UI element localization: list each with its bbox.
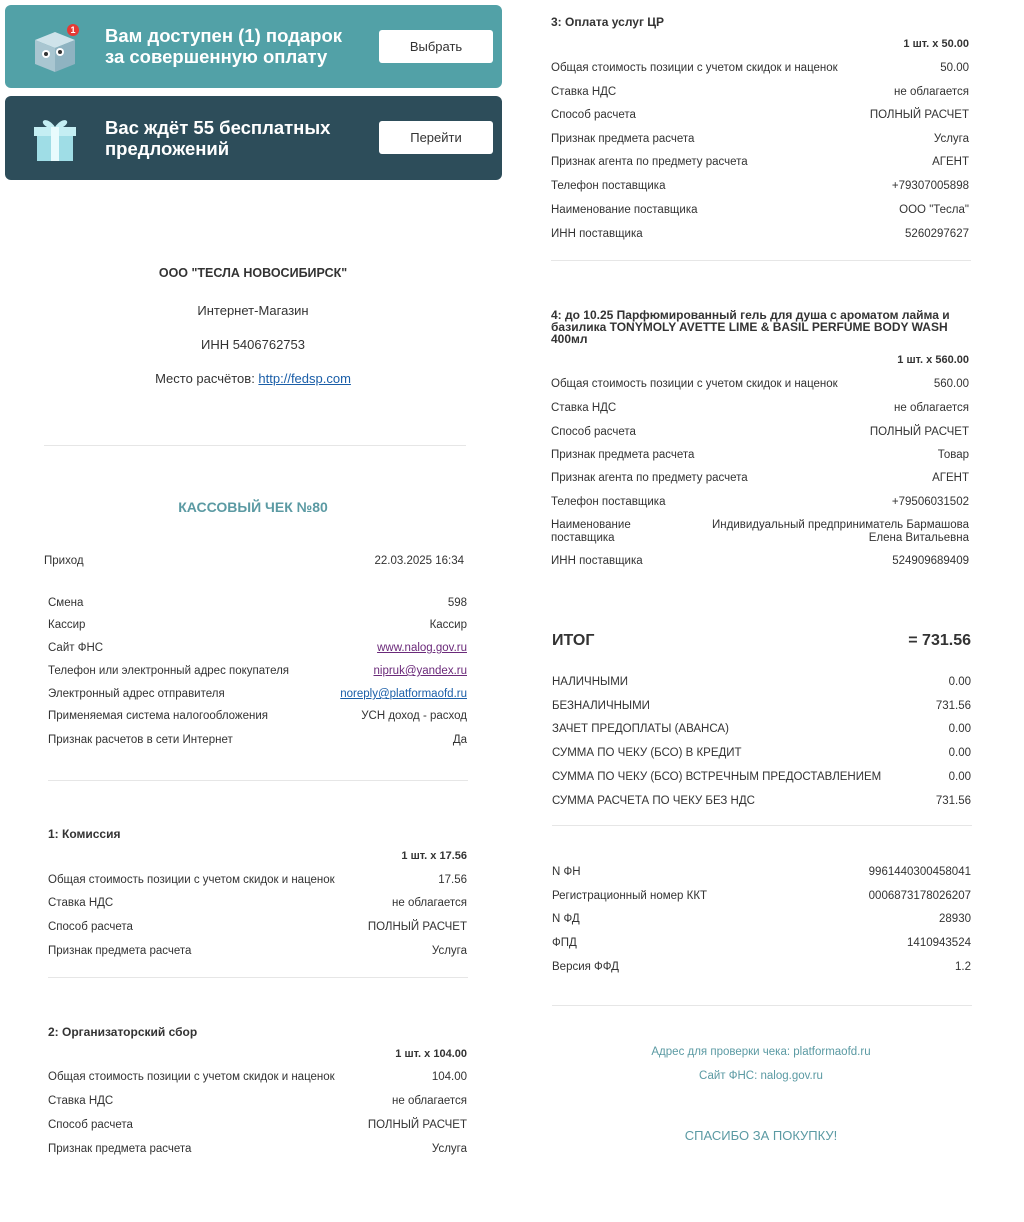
item-2-title: 2: Организаторский сбор: [48, 1025, 198, 1039]
info-row: Телефон или электронный адрес покупателя nipruk@yandex.ru: [48, 665, 467, 677]
item-3-row: Признак агента по предмету расчета АГЕНТ: [551, 156, 969, 168]
item-4-row: Признак агента по предмету расчета АГЕНТ: [551, 472, 969, 484]
check-address: Адрес для проверки чека: platformaofd.ru: [651, 1046, 871, 1058]
receipt-header-panel: [5, 218, 501, 575]
total-label: ИТОГ: [552, 632, 595, 649]
info-row: Электронный адрес отправителя noreply@platformaofd.ru: [48, 688, 467, 700]
divider: [44, 445, 466, 446]
item-1-row: Признак предмета расчета Услуга: [48, 945, 467, 957]
item-4-row: Ставка НДС не облагается: [551, 402, 969, 414]
divider: [48, 780, 468, 781]
item-3-row: Наименование поставщика ООО "Тесла": [551, 204, 969, 216]
company-inn: ИНН 5406762753: [200, 337, 306, 352]
item-3-qty: 1 шт. х 50.00: [903, 38, 969, 50]
item-1-row: Способ расчета ПОЛНЫЙ РАСЧЕТ: [48, 921, 467, 933]
operation-type: Приход: [44, 555, 84, 567]
item-3-row: Ставка НДС не облагается: [551, 86, 969, 98]
item-4-row: Признак предмета расчета Товар: [551, 449, 969, 461]
present-icon: [29, 113, 81, 165]
item-3-row: Способ расчета ПОЛНЫЙ РАСЧЕТ: [551, 109, 969, 121]
total-row: [552, 632, 971, 650]
fns-site-footer: Сайт ФНС: nalog.gov.ru: [699, 1070, 823, 1082]
info-row: Сайт ФНС www.nalog.gov.ru: [48, 642, 467, 654]
buyer-email-link[interactable]: nipruk@yandex.ru: [373, 665, 467, 677]
thanks-message: СПАСИБО ЗА ПОКУПКУ!: [684, 1128, 838, 1143]
divider: [551, 260, 971, 261]
item-4-title: 4: до 10.25 Парфюмированный гель для душа с ароматом лайма и базилика TONYMOLY AVETTE LIME & BASIL PERFUME BODY WASH 400мл: [551, 308, 950, 346]
fiscal-row: N ФН 9961440300458041: [552, 866, 971, 878]
total-value: = 731.56: [908, 632, 971, 649]
divider: [552, 1005, 972, 1006]
divider: [48, 977, 468, 978]
item-4-row: Способ расчета ПОЛНЫЙ РАСЧЕТ: [551, 426, 969, 438]
gift-banner-text: Вам доступен (1) подарок за совершенную оплату: [105, 25, 343, 67]
fiscal-row: Версия ФФД 1.2: [552, 961, 971, 973]
item-3-row: ИНН поставщика 5260297627: [551, 228, 969, 240]
item-4-row: ИНН поставщика 524909689409: [551, 555, 969, 567]
sender-email-link[interactable]: noreply@platformaofd.ru: [340, 688, 467, 700]
payment-place-link[interactable]: http://fedsp.com: [258, 371, 351, 386]
gift-badge: 1: [70, 25, 76, 35]
receipt-datetime: 22.03.2025 16:34: [374, 555, 464, 567]
item-4-qty: 1 шт. х 560.00: [897, 354, 969, 366]
fns-site-link[interactable]: www.nalog.gov.ru: [377, 642, 467, 654]
payment-row: СУММА ПО ЧЕКУ (БСО) ВСТРЕЧНЫМ ПРЕДОСТАВЛЕНИЕМ 0.00: [552, 771, 971, 783]
choose-gift-button[interactable]: Выбрать: [379, 30, 493, 63]
offers-banner-text: Вас ждёт 55 бесплатных предложений: [105, 117, 331, 159]
payment-row: СУММА ПО ЧЕКУ (БСО) В КРЕДИТ 0.00: [552, 747, 971, 759]
item-2-row: Ставка НДС не облагается: [48, 1095, 467, 1107]
gift-banner[interactable]: [5, 5, 502, 88]
payment-row: ЗАЧЕТ ПРЕДОПЛАТЫ (АВАНСА) 0.00: [552, 723, 971, 735]
item-4-row: Телефон поставщика +79506031502: [551, 496, 969, 508]
divider: [552, 825, 972, 826]
payment-row: СУММА РАСЧЕТА ПО ЧЕКУ БЕЗ НДС 731.56: [552, 795, 971, 807]
operation-row: [44, 555, 464, 568]
info-row: Смена 598: [48, 597, 467, 609]
item-3-title: 3: Оплата услуг ЦР: [551, 15, 665, 29]
receipt-title: КАССОВЫЙ ЧЕК №80: [178, 499, 328, 515]
info-row: Признак расчетов в сети Интернет Да: [48, 734, 467, 746]
item-2-row: Признак предмета расчета Услуга: [48, 1143, 467, 1155]
go-offers-button[interactable]: Перейти: [379, 121, 493, 154]
item-3-row: Признак предмета расчета Услуга: [551, 133, 969, 145]
item-1-row: Общая стоимость позиции с учетом скидок и наценок 17.56: [48, 874, 467, 886]
item-3-row: Общая стоимость позиции с учетом скидок и наценок 50.00: [551, 62, 969, 74]
item-4-row: Наименование поставщика Индивидуальный предприниматель Бармашова Елена Витальевна: [551, 519, 969, 544]
fiscal-row: N ФД 28930: [552, 913, 971, 925]
item-2-row: Способ расчета ПОЛНЫЙ РАСЧЕТ: [48, 1119, 467, 1131]
item-1-qty: 1 шт. х 17.56: [401, 850, 467, 862]
item-2-row: Общая стоимость позиции с учетом скидок и наценок 104.00: [48, 1071, 467, 1083]
shop-type: Интернет-Магазин: [197, 303, 309, 318]
items-panel-left: [9, 588, 505, 1182]
item-3-row: Телефон поставщика +79307005898: [551, 180, 969, 192]
item-4-row: Общая стоимость позиции с учетом скидок и наценок 560.00: [551, 378, 969, 390]
item-1-row: Ставка НДС не облагается: [48, 897, 467, 909]
totals-panel: [513, 594, 1009, 1182]
payment-place-label: Место расчётов:: [155, 371, 259, 386]
offers-banner[interactable]: [5, 96, 502, 180]
fiscal-row: Регистрационный номер ККТ 0006873178026207: [552, 890, 971, 902]
company-name: ООО "ТЕСЛА НОВОСИБИРСК": [158, 266, 348, 280]
info-row: Применяемая система налогообложения УСН доход - расход: [48, 710, 467, 722]
payment-row: НАЛИЧНЫМИ 0.00: [552, 676, 971, 688]
payment-row: БЕЗНАЛИЧНЫМИ 731.56: [552, 700, 971, 712]
payment-place: [5, 371, 501, 386]
items-panel-right: [512, 0, 1008, 585]
item-2-qty: 1 шт. х 104.00: [395, 1048, 467, 1060]
info-row: Кассир Кассир: [48, 619, 467, 631]
gift-box-icon: [29, 22, 81, 74]
fiscal-row: ФПД 1410943524: [552, 937, 971, 949]
item-1-title: 1: Комиссия: [48, 827, 121, 841]
